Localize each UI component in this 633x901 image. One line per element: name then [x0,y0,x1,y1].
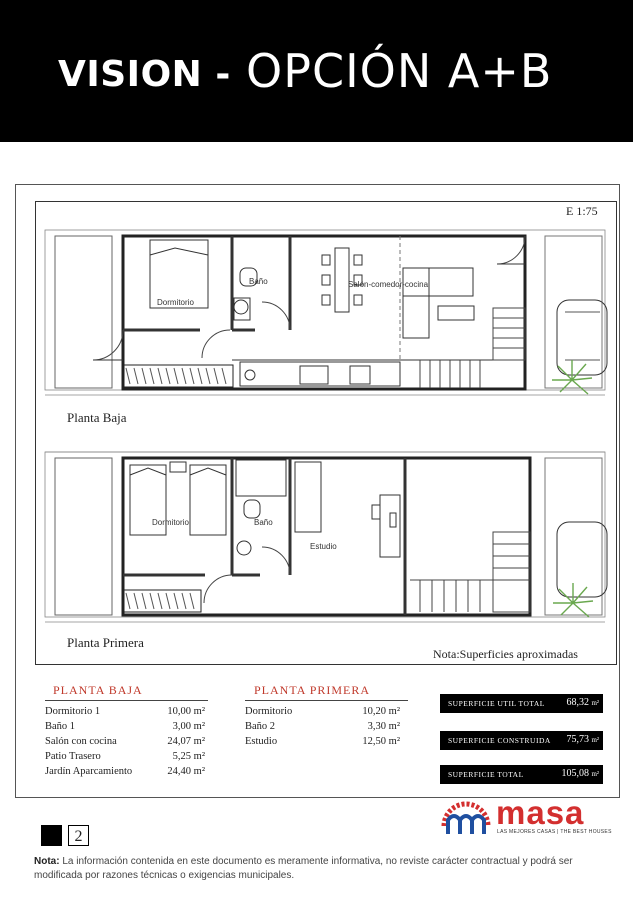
row-value: 10,20 [362,706,387,717]
logo-tagline: LAS MEJORES CASAS | THE BEST HOUSES [497,829,612,835]
superficie-value-wrap [566,697,599,708]
plan-note: Nota:Superficies aproximadas [433,647,578,661]
planta-primera-table [245,706,400,751]
table-row [45,736,205,751]
room-label-study-first: Estudio [310,542,337,551]
row-value-wrap [167,766,205,777]
superficie-label: SUPERFICIE CONSTRUIDA [448,736,551,745]
masa-logo-mark [440,796,492,840]
superficie-unit: m² [591,699,599,707]
row-unit: m² [193,706,205,717]
superficie-label: SUPERFICIE TOTAL [448,770,524,779]
row-value-wrap [167,736,205,747]
row-value-wrap [167,706,205,717]
row-unit: m² [193,766,205,777]
row-value: 24,07 [167,736,192,747]
row-value-wrap [173,751,205,762]
title-bold: VISION - [58,54,231,95]
row-value: 5,25 [172,751,192,762]
room-label-living-ground: Salón-comedor-cocina [348,280,429,289]
planta-primera-rule [245,700,408,701]
superficie-util-box [440,694,603,713]
row-name: Patio Trasero [45,751,101,762]
row-value: 3,30 [367,721,387,732]
row-name: Estudio [245,736,278,747]
row-value: 12,50 [362,736,387,747]
room-label-bath-ground: Baño [249,277,268,286]
footer-text: La información contenida en este documento es meramente informativa, no reviste carácter contractual y podrá ser modificada por razones técnicas o exigencias municipales. [34,856,573,881]
row-value-wrap [362,706,400,717]
masa-logo [440,796,610,836]
row-value: 24,40 [167,766,192,777]
superficie-label: SUPERFICIE UTIL TOTAL [448,699,545,708]
row-unit: m² [388,736,400,747]
room-label-bedroom-ground: Dormitorio [157,298,194,307]
planta-baja-title: PLANTA BAJA [53,683,143,697]
room-label-bedroom-first: Dormitorio [152,518,189,527]
superficie-value-wrap [566,734,599,745]
superficie-unit: m² [591,770,599,778]
row-name: Dormitorio 1 [45,706,101,717]
ground-floor-label: Planta Baja [67,410,127,425]
page-number: 2 [68,825,89,846]
row-name: Dormitorio [245,706,293,717]
row-value: 10,00 [167,706,192,717]
row-unit: m² [193,721,205,732]
row-name: Baño 2 [245,721,276,732]
row-value-wrap [362,736,400,747]
title-option: OPCIÓN A+B [246,44,553,98]
superficie-construida-box [440,731,603,750]
row-name: Baño 1 [45,721,76,732]
logo-word: masa [496,794,585,831]
footer-disclaimer [34,855,604,883]
row-unit: m² [193,751,205,762]
planta-primera-title: PLANTA PRIMERA [254,683,371,697]
row-unit: m² [388,706,400,717]
page-marker [41,825,62,846]
row-name: Salón con cocina [45,736,117,747]
superficie-value: 68,32 [566,697,589,708]
table-row [45,766,205,781]
superficie-value: 75,73 [566,734,589,745]
table-row [45,706,205,721]
table-row [245,706,400,721]
row-unit: m² [388,721,400,732]
table-row [245,721,400,736]
planta-baja-table [45,706,205,781]
row-value: 3,00 [172,721,192,732]
superficie-value: 105,08 [561,768,589,779]
row-value-wrap [173,721,205,732]
table-row [245,736,400,751]
row-name: Jardín Aparcamiento [45,766,133,777]
table-row [45,751,205,766]
row-unit: m² [193,736,205,747]
superficie-total-box [440,765,603,784]
superficie-unit: m² [591,736,599,744]
row-value-wrap [368,721,400,732]
room-label-bath-first: Baño [254,518,273,527]
footer-label: Nota: [34,856,60,867]
first-floor-label: Planta Primera [67,635,144,650]
planta-baja-rule [45,700,208,701]
plan-scale: E 1:75 [566,204,598,218]
superficie-value-wrap [561,768,599,779]
table-row [45,721,205,736]
